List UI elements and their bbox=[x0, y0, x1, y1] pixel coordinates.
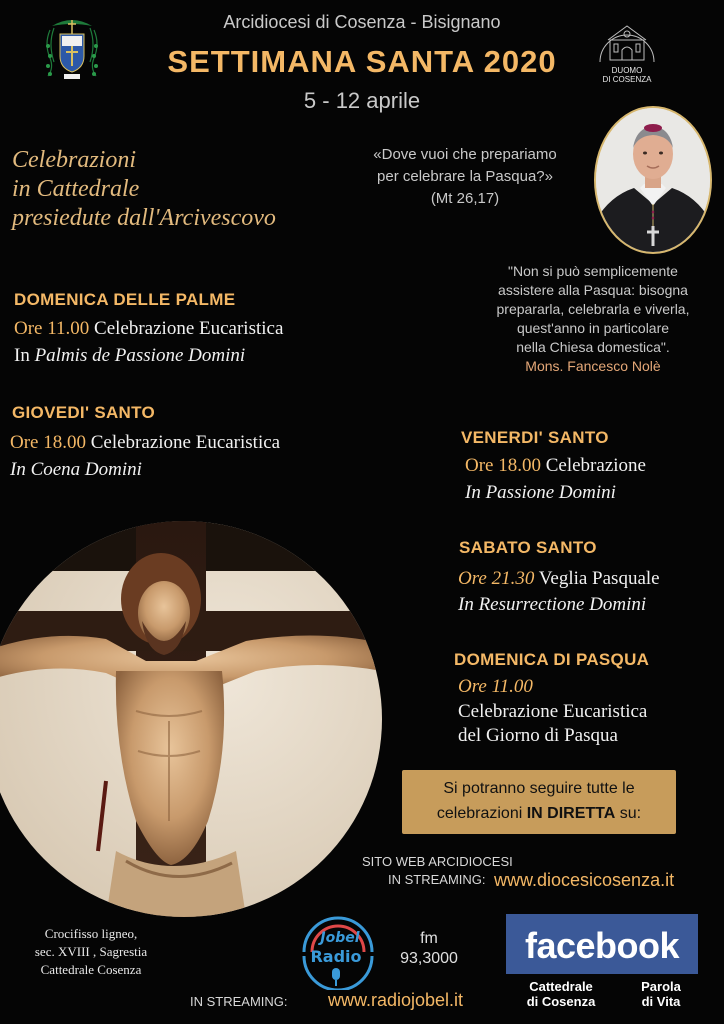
diocese-name: Arcidiocesi di Cosenza - Bisignano bbox=[223, 12, 501, 32]
svg-text:Radio: Radio bbox=[310, 947, 362, 966]
live-streaming-text: Si potranno seguire tutte le celebrazioni IN DIRETTA su: bbox=[436, 780, 642, 822]
event-desc-pasqua: Celebrazione Eucaristica bbox=[458, 701, 648, 722]
crucifix-photo bbox=[0, 521, 382, 917]
event-dates: 5 - 12 aprile bbox=[303, 88, 421, 113]
event-time-pasqua: Ore 11.00 bbox=[458, 676, 533, 697]
event-title-sabato: SABATO SANTO bbox=[459, 538, 597, 557]
event-title-palme: DOMENICA DELLE PALME bbox=[14, 290, 236, 309]
radio-frequency: fm 93,3000 bbox=[400, 930, 458, 967]
archbishop-portrait bbox=[594, 106, 712, 254]
event-title-pasqua: DOMENICA DI PASQUA bbox=[454, 650, 650, 669]
event-line-palme: Ore 11.00 Celebrazione Eucaristica bbox=[14, 318, 284, 339]
event-latin-palme: In Palmis de Passione Domini bbox=[14, 345, 246, 366]
facebook-logo[interactable]: facebook bbox=[524, 925, 680, 966]
event-title-giovedi: GIOVEDI' SANTO bbox=[12, 403, 156, 422]
event-latin-sabato: In Resurrectione Domini bbox=[458, 594, 647, 615]
facebook-page-cattedrale[interactable]: Cattedrale di Cosenza bbox=[526, 979, 596, 1009]
celebrations-heading: Celebrazioni in Cattedrale presiedute dall'Arcivescovo bbox=[12, 147, 276, 231]
event-line-sabato: Ore 21.30 Veglia Pasquale bbox=[458, 568, 660, 589]
event-line-venerdi: Ore 18.00 Celebrazione bbox=[465, 455, 646, 476]
svg-text:Jobel: Jobel bbox=[320, 930, 360, 946]
event-latin-venerdi: In Passione Domini bbox=[465, 482, 616, 503]
quote-author: Mons. Fancesco Nolè bbox=[525, 358, 661, 374]
radio-streaming-label: IN STREAMING: bbox=[190, 994, 288, 1009]
website-label: SITO WEB ARCIDIOCESI IN STREAMING: bbox=[362, 854, 513, 887]
jobel-radio-logo[interactable] bbox=[296, 912, 380, 990]
page-title: SETTIMANA SANTA 2020 bbox=[167, 44, 557, 79]
archbishop-quote: "Non si può semplicemente assistere alla Pasqua: bisogna prepararla, celebrarla e viverla, quest'anno in particolare nella Chiesa domestica". Mons. Fancesco Nolè bbox=[470, 262, 716, 376]
event-desc2-pasqua: del Giorno di Pasqua bbox=[458, 725, 618, 746]
diocese-website-link[interactable]: www.diocesicosenza.it bbox=[494, 870, 675, 890]
gospel-quote: «Dove vuoi che prepariamo per celebrare la Pasqua?» (Mt 26,17) bbox=[373, 146, 557, 207]
duomo-label: DUOMO DI COSENZA bbox=[602, 66, 652, 84]
radio-website-link[interactable]: www.radiojobel.it bbox=[328, 990, 464, 1010]
event-latin-giovedi: In Coena Domini bbox=[10, 459, 142, 480]
event-line-giovedi: Ore 18.00 Celebrazione Eucaristica bbox=[10, 432, 281, 453]
facebook-page-parola[interactable]: Parola di Vita bbox=[641, 979, 681, 1009]
photo-caption: Crocifisso ligneo, sec. XVIII , Sagrestia Cattedrale Cosenza bbox=[34, 926, 148, 977]
event-title-venerdi: VENERDI' SANTO bbox=[461, 428, 609, 447]
